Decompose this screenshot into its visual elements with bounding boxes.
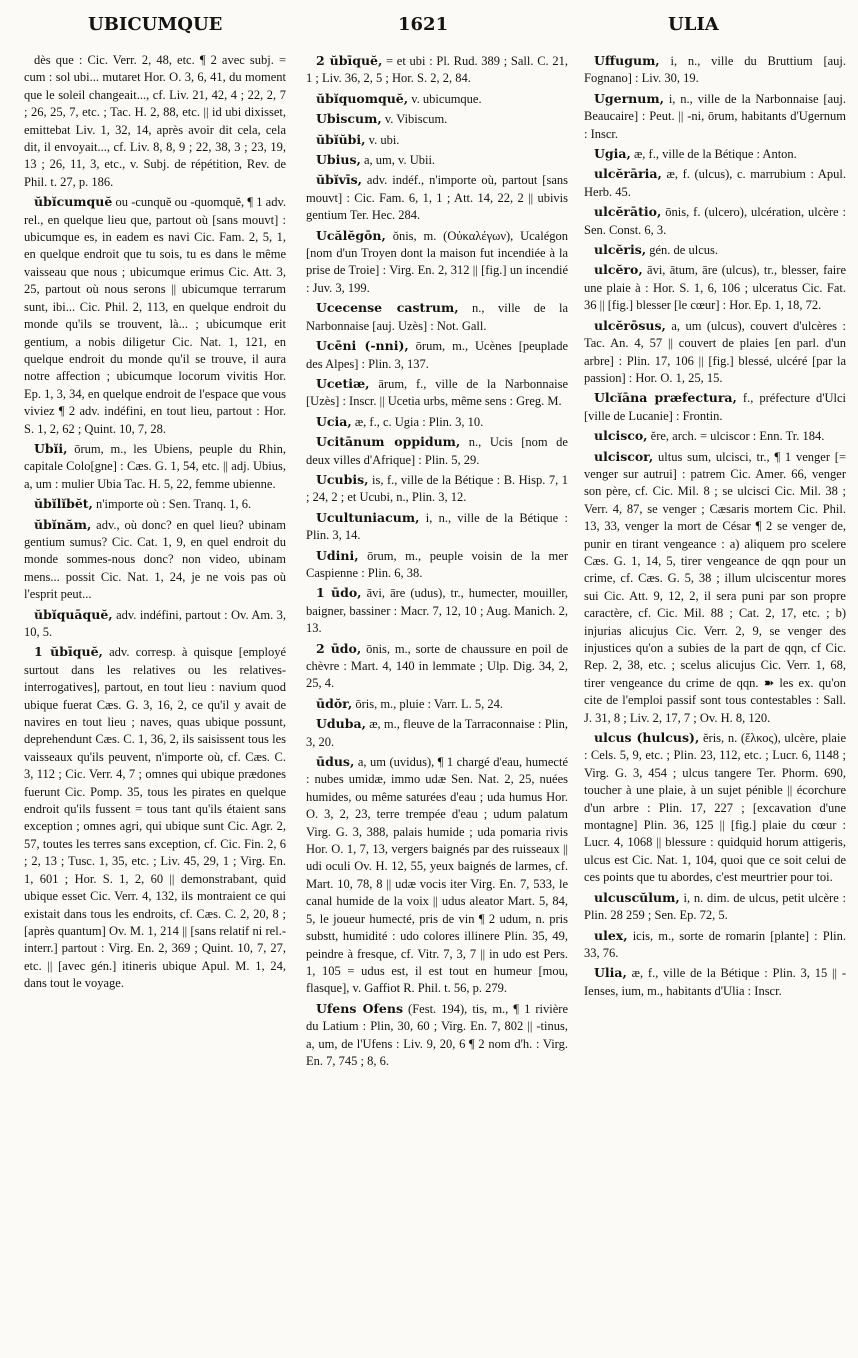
entry-headword: 2 ūdo, [316, 640, 362, 656]
entry-definition: adv. indéfini, partout : Ov. Am. 3, 10, 5. [24, 607, 286, 639]
entry-definition: f., préfecture d'Ulci [ville de Lucanie] : Frontin. [584, 391, 846, 423]
entry-definition: ārum, f., ville de la Narbonnaise [Uzès] : Inscr. || Ucetia urbs, même sens : Greg. M. [306, 376, 568, 409]
entry-headword: Ubius, [316, 152, 361, 168]
dictionary-entry [584, 52, 846, 88]
entry-definition: adv. corresp. à quisque [employé surtout dans les relatives ou les relatives-interrogatives], partout, en tout lieu : navium quod ubique fuerat Cæs. G. 3, 16, 2, ce qu'il y avait de navires en tout lieu ; naves, quas ubique possunt, deprehendunt Cæs. C. 1, 36, 2, ils saisissent tous les vaisseaux qu'ils peuvent, n'importe où, cf. Cæs. C. 3, 112 ; Cic. Verr. 4, 7 ; omnes qui ubique prædones fuerunt Cic. Pomp. 35, tous les pirates en quelque endroit qu'ils fussent = tous tant qu'ils étaient sans exception ; omnes agri, qui ubique sunt Cic. Agr. 2, 57, toutes les terres sans exception, cf. Cic. Fin. 2, 6 ; 2, 13 ; Tusc. 1, 35, etc. ; Liv. 45, 29, 1 ; Virg. En. 1, 601 ; Hor. S. 1, 2, 60 || demonstrabant, quid ubique esset Cic. Verr. 4, 132, ils montraient ce qui existait dans tous les endroits, cf. Cæs. C. 2, 20, 8 ; [après quantum] Ov. M. 1, 214 || [sans relatif ni rel.-interr.] partout : Virg. En. 2, 369 ; Quint. 10, 7, 27, etc. || [avec gén.] itineris ubique Apul. M. 1, 24, dans tout le voyage. [24, 645, 286, 991]
entry-definition: a, um (uvidus), ¶ 1 chargé d'eau, humecté : nubes umidæ, immo udæ Sen. Nat. 2, 25, nuées humides, ou même saturées d'eau ; uda humus Hor. O. 3, 2, 23, terre trempée d'eau ; udum palatum Virg. G. 3, 388, palais humide ; uda pomaria rivis Hor. O. 1, 7, 13, vergers baignés par des ruisseaux || udi oculi Ov. H. 12, 55, yeux baignés de larmes, cf. Mart. 10, 78, 8 || udæ vocis iter Virg. En. 7, 533, le canal humide de la voix || udus aleator Mart. 5, 84, 5, le joueur humecté, pris de vin ¶ 2 udum, n. pris substt, humidité : udo colores illinere Plin. 35, 49, peindre à fresque, cf. Vitr. 7, 3, 7 || in udo est Pers. 1, 105 = udus est, il est tout en humeur [mou, flasque], v. Gaffiot R. Phil. t. 56, p. 279. [306, 755, 568, 996]
entry-headword: ulcus (hulcus), [594, 730, 700, 746]
entry-headword: Ufens Ofens [316, 1000, 403, 1016]
entry-headword: ŭbĭlĭbĕt, [34, 496, 93, 512]
entry-definition: adv. indéf., n'importe où, partout [sans mouvt] : Cic. Fam. 6, 1, 1 ; Att. 14, 22, 2 || ubivis gentium Ter. Hec. 284. [306, 173, 568, 223]
dictionary-entry [306, 90, 568, 108]
entry-headword: Ucetiæ, [316, 375, 370, 391]
entry-definition: æ, f., ville de la Bétique : Plin. 3, 15 || -Ienses, ium, m., habitants d'Ulia : Inscr. [584, 966, 846, 998]
entry-definition: gén. de ulcus. [649, 243, 718, 258]
entry-definition: i, n., ville du Bruttium [auj. Fognano] : Liv. 30, 19. [584, 54, 846, 86]
entry-headword: ulcuscŭlum, [594, 889, 680, 905]
dictionary-entry [306, 227, 568, 298]
entry-headword: Ucălĕgōn, [316, 227, 386, 243]
entry-headword: ūdus, [316, 754, 355, 770]
entry-headword: ulcĕrōsus, [594, 317, 666, 333]
dictionary-entry [306, 584, 568, 637]
entry-definition: ōrum, m., peuple voisin de la mer Caspienne : Plin. 6, 38. [306, 548, 568, 580]
dictionary-entry [584, 927, 846, 963]
dictionary-entry [306, 695, 568, 713]
entry-definition: āvi, ātum, āre (ulcus), tr., blesser, faire une plaie à : Hor. S. 1, 6, 106 ; ulceratus Cic. Fat. 36 || [fig.] blesser [le cœur] : Hor. Ep. 1, 18, 72. [584, 263, 846, 313]
columns [24, 52, 844, 1352]
dictionary-entry [584, 427, 846, 445]
dictionary-entry [24, 606, 286, 642]
entry-headword: ulex, [594, 927, 628, 943]
entry-definition: æ, m., fleuve de la Tarraconnaise : Plin, 3, 20. [306, 717, 568, 749]
entry-definition: n., Ucis [nom de deux villes d'Afrique] : Plin. 5, 29. [306, 435, 568, 467]
running-head-left: UBICUMQUE [88, 14, 223, 35]
entry-definition: a, um (ulcus), couvert d'ulcères : Tac. An. 4, 57 || couvert de plaies [en parl. d'un arbre] : Plin. 17, 106 || [fig.] blessé, ulcéré [par la passion] : Hor. O. 1, 25, 15. [584, 318, 846, 385]
entry-headword: 1 ŭbīquĕ, [34, 644, 103, 660]
dictionary-entry [584, 964, 846, 1000]
entry-definition: ĕre, arch. = ulciscor : Enn. Tr. 184. [650, 429, 825, 444]
entry-definition: āvi, āre (udus), tr., humecter, mouiller, baigner, bassiner : Macr. 7, 12, 10 ; Aug. Manich. 2, 13. [306, 586, 568, 636]
column-1 [24, 52, 286, 1348]
entry-headword: ūdŏr, [316, 695, 353, 711]
dictionary-entry [306, 471, 568, 507]
dictionary-entry [24, 643, 286, 992]
dictionary-entry [584, 203, 846, 239]
dictionary-entry [24, 52, 286, 191]
entry-definition: adv., où donc? en quel lieu? ubinam gentium sumus? Cic. Cat. 1, 9, en quel endroit du monde sommes-nous donc? non video, ubinam mens... possit Cic. Nat. 1, 24, je ne vois pas où l'esprit peut... [24, 517, 286, 602]
dictionary-entry [24, 440, 286, 493]
entry-headword: Ucēni (-nni), [316, 338, 409, 354]
entry-definition: æ, f., c. Ugia : Plin. 3, 10. [354, 414, 484, 429]
dictionary-entry [24, 516, 286, 604]
entry-definition: i, n., ville de la Narbonnaise [auj. Beaucaire] : Peut. || -ni, ōrum, habitants d'Ugernum : Inscr. [584, 91, 846, 141]
entry-headword: Ugernum, [594, 90, 664, 106]
entry-definition: v. ubicumque. [411, 91, 482, 106]
dictionary-entry [306, 299, 568, 335]
dictionary-entry [584, 165, 846, 201]
entry-headword: Udini, [316, 547, 359, 563]
entry-definition: ōnis, f. (ulcero), ulcération, ulcère : Sen. Const. 6, 3. [584, 205, 846, 237]
entry-definition: (Fest. 194), tis, m., ¶ 1 rivière du Latium : Plin, 30, 60 ; Virg. En. 7, 802 || -tinus, a, um, de l'Ufens : Liv. 9, 20, 6 ¶ 2 nom d'h. : Virg. En. 7, 745 ; 8, 6. [306, 1001, 568, 1068]
entry-definition: dès que : Cic. Verr. 2, 48, etc. ¶ 2 avec subj. = cum : sol ubi... mutaret Hor. O. 3, 6, 41, du moment que le soleil changeait..., cf. Liv. 21, 42, 4 ; 22, 2, 7 ; 26, 25, 7, etc. ; Tac. H. 2, 88, etc. || id ubi dixisset, emittebat Liv. 1, 32, 14, après avoir dit cela, cela dit, il envoyait..., cf. Liv. 8, 8, 9 ; 22, 38, 3 ; 23, 19, 13 ; 26, 11, 3, etc., v. Subj. de répétition, Rev. de Phil. t. 27, p. 186. [24, 53, 286, 189]
entry-definition: ōris, m., pluie : Varr. L. 5, 24. [355, 696, 504, 711]
dictionary-entry [584, 889, 846, 925]
dictionary-entry [584, 241, 846, 259]
entry-definition: ultus sum, ulcisci, tr., ¶ 1 venger [= venger sur autrui] : patrem Cic. Amer. 66, venger son père, cf. Cic. Mil. 8 ; se ulcisci Cic. Mil. 38 ; Verr. 4, 87, se venger ; Cæsaris mortem Cic. Phil. 13, 33, venger la mort de César ¶ 2 se venger de, punir en tirant vengeance : a) aliquem pro scelere Cæs. G. 1, 14, 5, tirer vengeance de qqn pour un crime, cf. Cæs. G. 5, 38 ; illum ulciscentur mores sui Cic. Att. 9, 12, 2, il sera puni par son propre caractère, cf. Cic. Mil. 88 ; Cat. 2, 17, etc. ; b) injurias alicujus Cic. Verr. 2, 9, se venger des injustices qu'on a subies de la part de qqn, cf Cic. Rep. 2, 38, etc. ; scelus alicujus Cic. Verr. 1, 68, tirer vengeance du crime de qqn. ➽ les ex. qu'on cite de l'emploi passif sont tous contestables : Sall. J. 31, 8 ; Liv. 2, 17, 7 ; Ov. H. 8, 120. [584, 449, 846, 725]
dictionary-entry [306, 1000, 568, 1071]
dictionary-entry [306, 715, 568, 751]
entry-definition: æ, f. (ulcus), c. marrubium : Apul. Herb. 45. [584, 167, 846, 199]
entry-headword: ŭbĭŭbi, [316, 131, 366, 147]
entry-headword: Ulia, [594, 965, 627, 981]
entry-headword: ŭbĭquāquĕ, [34, 606, 113, 622]
dictionary-entry [306, 171, 568, 224]
entry-definition: v. ubi. [368, 132, 400, 147]
entry-headword: ulcisco, [594, 428, 648, 444]
entry-headword: Ucitānum oppidum, [316, 434, 461, 450]
entry-headword: Ugia, [594, 146, 631, 162]
page-number: 1621 [398, 14, 449, 35]
entry-headword: ŭbĭnăm, [34, 516, 92, 532]
entry-definition: i, n., ville de la Bétique : Plin. 3, 14. [306, 510, 568, 543]
running-head-right: ULIA [668, 14, 719, 35]
entry-headword: Ubiscum, [316, 111, 382, 127]
entry-headword: Uffugum, [594, 53, 660, 68]
entry-headword: ulcĕris, [594, 242, 647, 258]
dictionary-entry [306, 413, 568, 431]
entry-definition: icis, m., sorte de romarin [plante] : Plin. 33, 76. [584, 928, 846, 960]
entry-headword: ulcĕrāria, [594, 166, 662, 182]
entry-definition: is, f., ville de la Bétique : B. Hisp. 7, 1 ; 24, 2 ; et Ucubi, n., Plin. 3, 12. [306, 472, 568, 505]
dictionary-entry [306, 151, 568, 169]
entry-headword: Ucecense castrum, [316, 300, 459, 316]
entry-definition: a, um, v. Ubii. [364, 153, 436, 168]
dictionary-entry [584, 145, 846, 163]
column-2 [306, 52, 568, 1348]
dictionary-entry [306, 547, 568, 583]
dictionary-entry [584, 261, 846, 314]
entry-headword: Ubĭi, [34, 440, 68, 456]
dictionary-entry [306, 509, 568, 545]
entry-headword: ulcĕrātio, [594, 204, 662, 220]
dictionary-entry [584, 729, 846, 887]
dictionary-entry [584, 317, 846, 388]
entry-definition: ōnis, m., sorte de chaussure en poil de chèvre : Mart. 4, 140 in lemmate ; Ulp. Dig. 34, 2, 25, 4. [306, 641, 568, 691]
entry-definition: ĕris, n. (ἕλκος), ulcère, plaie : Cels. 5, 9, etc. ; Plin. 23, 112, etc. ; Lucr. 6, 1148 ; Virg. G. 3, 454 ; ulcus tangere Ter. Phorm. 690, toucher à une plaie, à un sujet pénible || écorchure d'un arbre : Plin. 17, 227 ; [excavation d'une montagne] Plin. 36, 125 || [fig.] plaie du cœur : Lucr. 4, 1068 || blessure : quidquid horum attigeris, ulcus est Cic. Nat. 1, 104, quoi que ce soit celui de ces points que tu abordes, c'est meurtrier pour toi. [584, 731, 846, 885]
entry-headword: ŭbĭcumquĕ [34, 194, 113, 210]
dictionary-entry [584, 448, 846, 728]
entry-headword: ŭbĭquomquĕ, [316, 90, 409, 106]
entry-definition: ōrum, m., Ucènes [peuplade des Alpes] : Plin. 3, 137. [306, 339, 568, 371]
dictionary-entry [24, 193, 286, 438]
entry-headword: Ucubis, [316, 471, 369, 487]
dictionary-entry [584, 389, 846, 425]
entry-headword: 2 ŭbīquĕ, [316, 53, 383, 68]
dictionary-entry [24, 495, 286, 513]
running-head [0, 14, 858, 42]
entry-definition: n., ville de la Narbonnaise [auj. Uzès] : Not. Gall. [306, 301, 568, 333]
entry-definition: n'importe où : Sen. Tranq. 1, 6. [96, 497, 252, 512]
entry-headword: 1 ūdo, [316, 585, 362, 601]
dictionary-entry [306, 110, 568, 128]
entry-definition: ōrum, m., les Ubiens, peuple du Rhin, capitale Colo[gne] : Cæs. G. 1, 54, etc. || adj. Ubius, a, um : mulier Ubia Tac. H. 5, 22, femme ubienne. [24, 441, 286, 491]
dictionary-entry [306, 52, 568, 88]
entry-definition: ou -cunquĕ ou -quomquĕ, ¶ 1 adv. rel., en quelque lieu que, partout où [sans mouvt] : ubicumque es, in eadem es navi Cic. Fam. 2, 5, 1, en quelque endroit que tu sois, tu es dans le même vaisseau que nous ; ubicumque erimus Cic. Att. 3, 25, partout où nous serons || ubicumque terrarum sunt, ibi... Cic. Phil. 2, 113, en quelque endroit du monde qu'ils se trouvent, là... ; ubicumque erit gentium, a nobis diligetur Cic. Nat. 1, 121, en quelque endroit du monde qu'il se trouve, il aura notre affection ; ubicumque locorum vivitis Hor. Ep. 1, 3, 34, en quelque endroit de l'espace que vous viviez ¶ 2 adv. indéfini, en tout lieu, partout : Hor. S. 1, 2, 62 ; Quint. 10, 7, 28. [24, 195, 286, 436]
dictionary-entry [306, 753, 568, 998]
entry-headword: ŭbĭvīs, [316, 172, 362, 188]
entry-definition: i, n. dim. de ulcus, petit ulcère : Plin. 28 259 ; Sen. Ep. 72, 5. [584, 890, 846, 923]
entry-definition: ŏnis, m. (Οὐκαλέγων), Ucalégon [nom d'un Troyen dont la maison fut incendiée à la prise de Troie] : Virg. En. 2, 312 || [fig.] un incendié : Juv. 3, 199. [306, 228, 568, 295]
dictionary-entry [306, 640, 568, 693]
entry-headword: Ucia, [316, 413, 352, 429]
dictionary-entry [584, 90, 846, 143]
entry-definition: = et ubi : Pl. Rud. 389 ; Sall. C. 21, 1 ; Liv. 36, 2, 5 ; Hor. S. 2, 2, 84. [306, 54, 568, 86]
entry-headword: ulciscor, [594, 448, 654, 464]
entry-headword: Ucultuniacum, [316, 509, 420, 525]
entry-headword: Uduba, [316, 716, 366, 732]
dictionary-entry [306, 337, 568, 373]
column-3 [584, 52, 846, 1348]
dictionary-entry [306, 375, 568, 411]
entry-definition: æ, f., ville de la Bétique : Anton. [633, 147, 797, 162]
dictionary-entry [306, 131, 568, 149]
entry-definition: v. Vibiscum. [384, 112, 448, 127]
dictionary-entry [306, 433, 568, 469]
entry-headword: Ulcĭāna præfectura, [594, 390, 737, 406]
entry-headword: ulcĕro, [594, 262, 643, 278]
